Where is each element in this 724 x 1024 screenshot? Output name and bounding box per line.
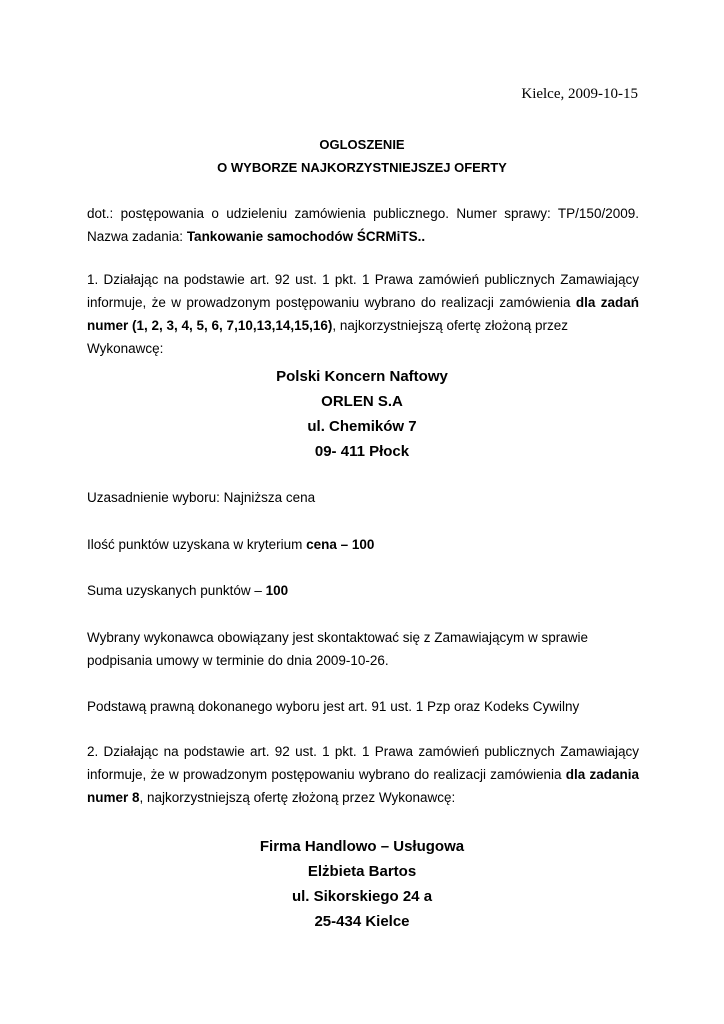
section1-line2-text: informuje, że w prowadzonym postępowaniu wybrano do realizacji zamówienia	[87, 295, 576, 310]
section1-line2	[87, 291, 639, 314]
company2-owner: Elżbieta Bartos	[307, 863, 417, 880]
section2-line2-text: informuje, że w prowadzonym postępowaniu wybrano do realizacji zamówienia	[87, 767, 566, 782]
section2-line2	[87, 763, 639, 786]
company2-street: ul. Sikorskiego 24 a	[291, 888, 433, 905]
points-value: cena – 100	[306, 537, 375, 552]
sum-label: Suma uzyskanych punktów –	[87, 583, 266, 598]
sum-value: 100	[265, 583, 289, 598]
company1-street: ul. Chemików 7	[307, 418, 417, 435]
document-title: OGLOSZENIE	[319, 137, 405, 152]
section1-task-label: dla zadań	[575, 295, 639, 310]
company1-name2: ORLEN S.A	[321, 393, 403, 410]
task-name-line	[87, 225, 639, 248]
sum-line	[87, 579, 639, 602]
contact-line2: podpisania umowy w terminie do dnia 2009-10-26.	[87, 653, 389, 668]
task-label: Nazwa zadania:	[87, 229, 187, 244]
section2-task-label: dla zadania	[565, 767, 640, 782]
section1-line3	[87, 314, 639, 337]
section1-line3-text: , najkorzystniejszą ofertę złożoną przez	[332, 318, 569, 333]
section2-task-number: numer 8	[87, 790, 140, 805]
reference-line: dot.: postępowania o udzieleniu zamówienia publicznego. Numer sprawy: TP/150/2009.	[87, 206, 639, 221]
company2-name: Firma Handlowo – Usługowa	[259, 838, 465, 855]
section1-line1: 1. Działając na podstawie art. 92 ust. 1 pkt. 1 Prawa zamówień publicznych Zamawiający	[87, 272, 639, 287]
task-name: Tankowanie samochodów ŚCRMiTS..	[186, 229, 426, 244]
contact-line1: Wybrany wykonawca obowiązany jest skontaktować się z Zamawiającym w sprawie	[87, 630, 589, 645]
company1-city: 09- 411 Płock	[314, 443, 410, 460]
company2-city: 25-434 Kielce	[314, 913, 410, 930]
company1-name: Polski Koncern Naftowy	[276, 368, 448, 385]
points-label: Ilość punktów uzyskana w kryterium	[87, 537, 307, 552]
section1-task-numbers: numer (1, 2, 3, 4, 5, 6, 7,10,13,14,15,16)	[87, 318, 333, 333]
section1-company-block	[0, 364, 724, 464]
justification: Uzasadnienie wyboru: Najniższa cena	[87, 490, 316, 505]
section1-paragraph	[87, 268, 639, 360]
section2-company-block	[0, 834, 724, 934]
contact-paragraph	[87, 626, 639, 672]
section1-line4: Wykonawcę:	[87, 341, 164, 356]
section2-paragraph	[87, 740, 639, 809]
legal-basis: Podstawą prawną dokonanego wyboru jest art. 91 ust. 1 Pzp oraz Kodeks Cywilny	[87, 699, 580, 714]
section2-line3	[87, 786, 639, 809]
place-date: Kielce, 2009-10-15	[521, 86, 638, 102]
reference-paragraph	[87, 202, 639, 248]
points-line	[87, 533, 639, 556]
section2-line3-text: , najkorzystniejszą ofertę złożoną przez Wykonawcę:	[139, 790, 456, 805]
section2-line1: 2. Działając na podstawie art. 92 ust. 1 pkt. 1 Prawa zamówień publicznych Zamawiający	[87, 744, 639, 759]
document-subtitle: O WYBORZE NAJKORZYSTNIEJSZEJ OFERTY	[217, 160, 507, 175]
